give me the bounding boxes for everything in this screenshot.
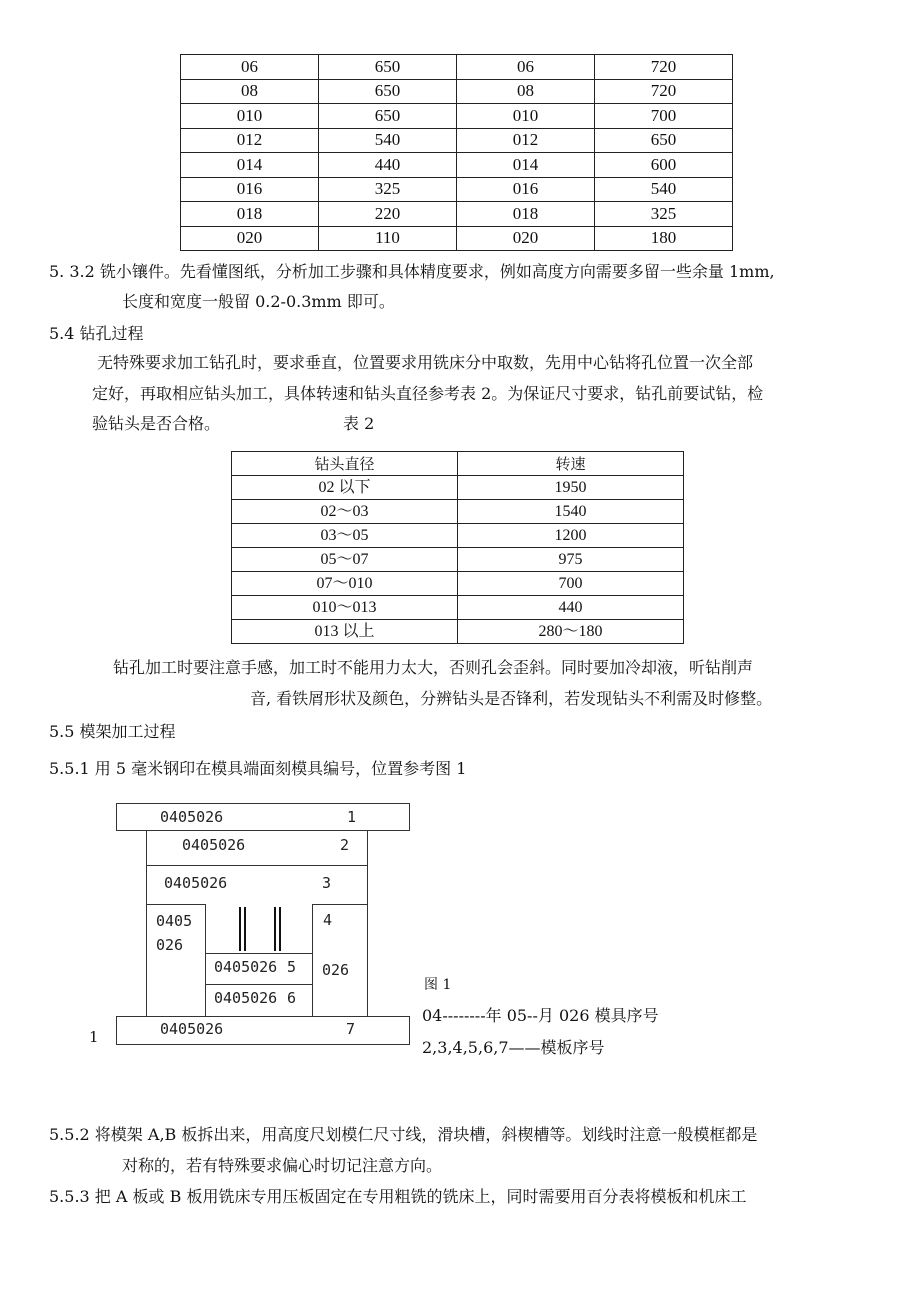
figure-legend-2: 2,3,4,5,6,7——模板序号 [422,1038,605,1057]
section-5-3-2-line2: 长度和宽度一般留 0.2-0.3mm 即可。 [122,292,395,311]
ejector-pin-line [239,907,241,951]
table-cell: 06 [457,55,595,80]
table-row [232,548,684,572]
table-cell: 440 [319,153,457,178]
table-row [181,79,733,104]
figure-legend-1: 04--------年 05--月 026 模具序号 [422,1006,659,1025]
table-cell: 07～010 [232,572,458,596]
table-cell: 1200 [458,524,684,548]
table-cell: 010～013 [232,596,458,620]
table-cell: 220 [319,202,457,227]
table-row [181,128,733,153]
plate-5-code: 0405026 [214,958,278,976]
table-cell: 013 以上 [232,620,458,644]
table-row [181,104,733,129]
table-cell: 650 [595,128,733,153]
table-cell: 02 以下 [232,476,458,500]
table-row [232,596,684,620]
drilling-note-line1: 钻孔加工时要注意手感，加工时不能用力太大，否则孔会歪斜。同时要加冷却液，听钻削声 [113,658,754,677]
plate-2 [146,830,368,866]
section-5-4-heading: 5.4 钻孔过程 [49,324,144,343]
table-cell: 014 [457,153,595,178]
section-5-5-heading: 5.5 模架加工过程 [49,722,176,741]
plate-1-number: 1 [347,808,357,826]
table-cell: 03～05 [232,524,458,548]
section-5-4-line1: 无特殊要求加工钻孔时，要求垂直，位置要求用铣床分中取数，先用中心钻将孔位置一次全部 [97,353,754,372]
table-row [181,153,733,178]
plate-7-number: 7 [346,1020,356,1038]
table-cell: 05～07 [232,548,458,572]
table-cell: 010 [181,104,319,129]
table-cell: 1950 [458,476,684,500]
table-2-caption: 表 2 [343,414,375,433]
table-cell: 440 [458,596,684,620]
table-cell: 08 [457,79,595,104]
table-2-header-speed: 转速 [458,452,684,476]
plate-3-code: 0405026 [164,874,228,892]
section-5-3-2-line1: 5. 3.2 铣小镶件。先看懂图纸，分析加工步骤和具体精度要求，例如高度方向需要多留一些余量 1mm, [49,262,775,281]
table-cell: 280～180 [458,620,684,644]
plate-2-number: 2 [340,836,350,854]
drill-speed-table [231,451,684,644]
table-cell: 540 [319,128,457,153]
table-cell: 018 [181,202,319,227]
right-block-code: 026 [322,961,350,979]
section-5-5-3-line1: 5.5.3 把 A 板或 B 板用铣床专用压板固定在专用粗铣的铣床上，同时需要用百分表将模板和机床工 [49,1187,747,1206]
section-5-4-line3: 验钻头是否合格。 [92,414,221,433]
table-cell: 08 [181,79,319,104]
table-cell: 014 [181,153,319,178]
left-block-code-a: 0405 [156,912,193,930]
table-cell: 720 [595,55,733,80]
table-cell: 650 [319,79,457,104]
table-row [232,572,684,596]
table-cell: 110 [319,226,457,251]
plate-5-number: 5 [287,958,297,976]
table-cell: 600 [595,153,733,178]
table-row [181,226,733,251]
plate-1-code: 0405026 [160,808,224,826]
plate-6-code: 0405026 [214,989,278,1007]
figure-1-caption: 图 1 [424,977,452,993]
section-5-4-line2: 定好，再取相应钻头加工，具体转速和钻头直径参考表 2。为保证尺寸要求，钻孔前要试钻，检 [92,384,764,403]
outside-number: 1 [89,1028,99,1046]
ejector-pin-line [274,907,276,951]
plate-3-number: 3 [322,874,332,892]
table-cell: 012 [181,128,319,153]
table-2-header-diameter: 钻头直径 [232,452,458,476]
table-cell: 016 [457,177,595,202]
table-cell: 012 [457,128,595,153]
table-cell: 650 [319,55,457,80]
table-row [232,524,684,548]
table-row [181,202,733,227]
table-cell: 018 [457,202,595,227]
table-row [181,55,733,80]
section-5-5-1: 5.5.1 用 5 毫米钢印在模具端面刻模具编号，位置参考图 1 [49,759,467,778]
table-cell: 325 [595,202,733,227]
table-cell: 02～03 [232,500,458,524]
plate-7-code: 0405026 [160,1020,224,1038]
table-cell: 700 [458,572,684,596]
plate-6-number: 6 [287,989,297,1007]
ejector-area [205,904,313,954]
table-cell: 06 [181,55,319,80]
table-row [232,500,684,524]
table-cell: 720 [595,79,733,104]
table-row [232,476,684,500]
table-row [181,177,733,202]
table-cell: 180 [595,226,733,251]
plate-2-code: 0405026 [182,836,246,854]
ejector-pin-line [244,907,246,951]
section-5-5-2-line2: 对称的，若有特殊要求偏心时切记注意方向。 [122,1156,443,1175]
speed-table-1 [180,54,733,251]
section-5-5-2-line1: 5.5.2 将模架 A,B 板拆出来，用高度尺划模仁尺寸线，滑块槽，斜楔槽等。划线时注意一般模框都是 [49,1125,758,1144]
table-cell: 020 [457,226,595,251]
table-cell: 1540 [458,500,684,524]
table-cell: 325 [319,177,457,202]
right-block-number: 4 [323,911,333,929]
table-cell: 975 [458,548,684,572]
table-cell: 016 [181,177,319,202]
table-cell: 010 [457,104,595,129]
table-cell: 700 [595,104,733,129]
table-cell: 540 [595,177,733,202]
ejector-pin-line [279,907,281,951]
table-cell: 650 [319,104,457,129]
left-block-code-b: 026 [156,936,184,954]
table-cell: 020 [181,226,319,251]
drilling-note-line2: 音, 看铁屑形状及颜色，分辨钻头是否锋利，若发现钻头不利需及时修整。 [250,689,773,708]
table-row [232,620,684,644]
